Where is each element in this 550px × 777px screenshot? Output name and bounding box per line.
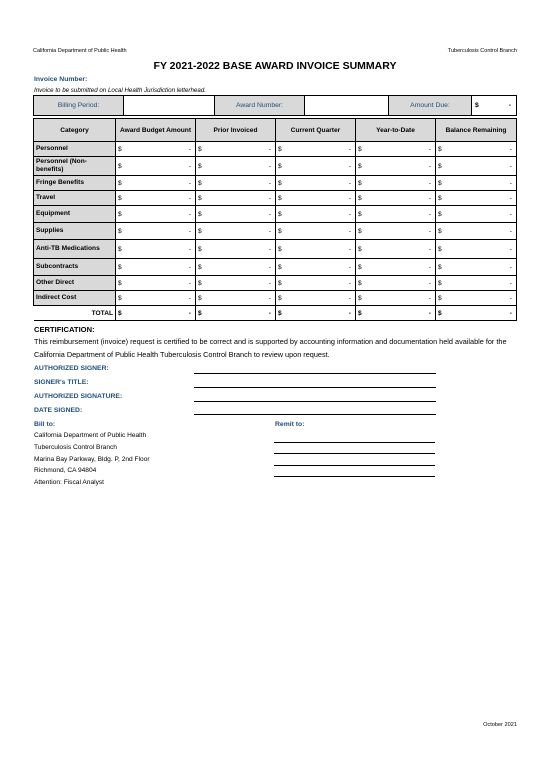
amount-value: - — [428, 145, 431, 153]
amount-value: - — [509, 179, 512, 187]
amount-value: - — [188, 227, 191, 235]
amount-value: - — [268, 309, 271, 317]
currency-symbol: $ — [198, 210, 202, 218]
amount-cell[interactable] — [356, 223, 436, 240]
amount-cell[interactable] — [116, 176, 196, 191]
amount-due-label: Amount Due: — [389, 96, 472, 116]
amount-value: - — [509, 309, 512, 317]
signer-title-line[interactable] — [194, 387, 436, 388]
currency-symbol: $ — [278, 210, 282, 218]
amount-value: - — [509, 227, 512, 235]
amount-value: - — [268, 162, 271, 170]
category-cell: Travel — [34, 191, 116, 206]
currency-symbol: $ — [118, 245, 122, 253]
amount-cell[interactable] — [116, 306, 196, 321]
amount-cell[interactable] — [356, 176, 436, 191]
bill-to-line: Marina Bay Parkway, Bldg. P, 2nd Floor — [34, 456, 150, 463]
currency-symbol: $ — [358, 227, 362, 235]
amount-value: - — [509, 162, 512, 170]
currency-symbol: $ — [198, 294, 202, 302]
amount-cell[interactable] — [276, 206, 356, 223]
amount-value: - — [188, 162, 191, 170]
authorized-signature-label: AUTHORIZED SIGNATURE: — [34, 393, 123, 400]
certification-heading: CERTIFICATION: — [34, 325, 95, 334]
amount-cell[interactable] — [196, 306, 276, 321]
amount-cell[interactable] — [116, 157, 196, 176]
amount-cell[interactable] — [276, 306, 356, 321]
amount-cell[interactable] — [276, 223, 356, 240]
amount-value: - — [188, 263, 191, 271]
amount-value: - — [428, 227, 431, 235]
amount-value: - — [348, 245, 351, 253]
remit-to-line[interactable] — [274, 442, 435, 443]
amount-value: - — [348, 145, 351, 153]
currency-symbol: $ — [198, 245, 202, 253]
amount-cell[interactable] — [116, 276, 196, 291]
amount-cell[interactable] — [196, 276, 276, 291]
amount-cell[interactable] — [196, 206, 276, 223]
currency-symbol: $ — [118, 210, 122, 218]
authorized-signature-line[interactable] — [194, 401, 436, 402]
amount-cell[interactable] — [436, 157, 517, 176]
amount-due-value: - — [508, 102, 511, 109]
currency-symbol: $ — [198, 227, 202, 235]
amount-cell[interactable] — [196, 240, 276, 259]
amount-value: - — [268, 245, 271, 253]
amount-cell[interactable] — [196, 223, 276, 240]
amount-value: - — [188, 145, 191, 153]
amount-cell[interactable] — [276, 142, 356, 157]
table-row — [34, 176, 517, 191]
amount-cell[interactable] — [356, 191, 436, 206]
amount-value: - — [428, 279, 431, 287]
table-row — [34, 291, 517, 306]
table-row — [34, 223, 517, 240]
amount-cell[interactable] — [116, 142, 196, 157]
currency-symbol: $ — [278, 145, 282, 153]
bill-to-line: Attention: Fiscal Analyst — [34, 479, 105, 486]
amount-value: - — [268, 210, 271, 218]
currency-symbol: $ — [118, 162, 122, 170]
table-row — [34, 276, 517, 291]
currency-symbol: $ — [358, 309, 362, 317]
amount-value: - — [509, 245, 512, 253]
amount-cell[interactable] — [356, 276, 436, 291]
column-header: Balance Remaining — [436, 119, 517, 142]
currency-symbol: $ — [438, 245, 442, 253]
amount-cell[interactable] — [196, 176, 276, 191]
currency-symbol: $ — [118, 279, 122, 287]
amount-value: - — [428, 179, 431, 187]
amount-due-currency: $ — [475, 102, 479, 109]
amount-value: - — [268, 227, 271, 235]
amount-cell[interactable] — [436, 276, 517, 291]
amount-value: - — [188, 309, 191, 317]
currency-symbol: $ — [278, 227, 282, 235]
amount-due-field[interactable] — [472, 96, 517, 116]
amount-value: - — [188, 179, 191, 187]
amount-value: - — [509, 194, 512, 202]
currency-symbol: $ — [118, 194, 122, 202]
amount-value: - — [268, 145, 271, 153]
remit-to-line[interactable] — [274, 476, 435, 477]
amount-value: - — [509, 279, 512, 287]
amount-value: - — [509, 145, 512, 153]
category-cell: Personnel (Non-benefits) — [34, 157, 116, 176]
amount-cell[interactable] — [436, 306, 517, 321]
amount-cell[interactable] — [276, 240, 356, 259]
amount-cell[interactable] — [116, 259, 196, 276]
amount-cell[interactable] — [276, 157, 356, 176]
total-row — [34, 306, 517, 321]
amount-cell[interactable] — [436, 259, 517, 276]
amount-cell[interactable] — [356, 240, 436, 259]
currency-symbol: $ — [438, 145, 442, 153]
category-cell: Indirect Cost — [34, 291, 116, 306]
bill-to-line: Tuberculosis Control Branch — [34, 444, 117, 451]
date-signed-line[interactable] — [194, 414, 436, 415]
billing-period-field[interactable] — [124, 96, 215, 116]
amount-value: - — [268, 279, 271, 287]
certification-text: This reimbursement (invoice) request is certified to be correct and is supported by accounting information and documentation held available for the California Department of Public Health Tuberculosis Control Branch to review upon request. — [34, 337, 507, 359]
amount-cell[interactable] — [196, 157, 276, 176]
amount-value: - — [428, 210, 431, 218]
amount-cell[interactable] — [196, 291, 276, 306]
category-cell: Equipment — [34, 206, 116, 223]
amount-value: - — [348, 162, 351, 170]
currency-symbol: $ — [198, 279, 202, 287]
amount-value: - — [348, 263, 351, 271]
currency-symbol: $ — [198, 263, 202, 271]
amount-cell[interactable] — [356, 306, 436, 321]
currency-symbol: $ — [358, 145, 362, 153]
table-row — [34, 157, 517, 176]
bill-to-heading: Bill to: — [34, 421, 56, 428]
currency-symbol: $ — [438, 294, 442, 302]
currency-symbol: $ — [438, 210, 442, 218]
table-row — [34, 191, 517, 206]
currency-symbol: $ — [278, 245, 282, 253]
amount-cell[interactable] — [436, 206, 517, 223]
category-cell: Subcontracts — [34, 259, 116, 276]
currency-symbol: $ — [278, 179, 282, 187]
currency-symbol: $ — [118, 227, 122, 235]
award-number-label: Award Number: — [215, 96, 305, 116]
currency-symbol: $ — [198, 145, 202, 153]
table-row — [34, 206, 517, 223]
amount-value: - — [428, 294, 431, 302]
currency-symbol: $ — [198, 179, 202, 187]
currency-symbol: $ — [438, 194, 442, 202]
remit-to-line[interactable] — [274, 453, 435, 454]
total-label: TOTAL — [34, 306, 116, 321]
page-title: FY 2021-2022 BASE AWARD INVOICE SUMMARY — [153, 60, 397, 72]
currency-symbol: $ — [278, 162, 282, 170]
currency-symbol: $ — [358, 194, 362, 202]
amount-cell[interactable] — [276, 259, 356, 276]
amount-cell[interactable] — [116, 223, 196, 240]
amount-value: - — [268, 194, 271, 202]
amount-value: - — [348, 294, 351, 302]
amount-cell[interactable] — [356, 142, 436, 157]
amount-cell[interactable] — [436, 142, 517, 157]
currency-symbol: $ — [278, 279, 282, 287]
currency-symbol: $ — [278, 194, 282, 202]
footer-date: October 2021 — [483, 722, 517, 728]
amount-value: - — [428, 194, 431, 202]
amount-cell[interactable] — [276, 291, 356, 306]
currency-symbol: $ — [438, 162, 442, 170]
amount-value: - — [188, 279, 191, 287]
category-cell: Personnel — [34, 142, 116, 157]
amount-cell[interactable] — [116, 291, 196, 306]
billing-period-label: Billing Period: — [34, 96, 124, 116]
currency-symbol: $ — [358, 294, 362, 302]
amount-cell[interactable] — [116, 191, 196, 206]
amount-value: - — [188, 294, 191, 302]
category-cell: Fringe Benefits — [34, 176, 116, 191]
currency-symbol: $ — [278, 294, 282, 302]
amount-value: - — [509, 263, 512, 271]
authorized-signer-label: AUTHORIZED SIGNER: — [34, 365, 109, 372]
amount-cell[interactable] — [276, 191, 356, 206]
amount-cell[interactable] — [276, 176, 356, 191]
amount-value: - — [348, 210, 351, 218]
amount-cell[interactable] — [436, 291, 517, 306]
header-agency: California Department of Public Health — [33, 48, 127, 54]
amount-cell[interactable] — [196, 142, 276, 157]
column-header: Current Quarter — [276, 119, 356, 142]
amount-cell[interactable] — [116, 206, 196, 223]
remit-to-line[interactable] — [274, 465, 435, 466]
header-branch: Tuberculosis Control Branch — [447, 48, 517, 54]
currency-symbol: $ — [438, 263, 442, 271]
invoice-note: Invoice to be submitted on Local Health Jurisdiction letterhead. — [34, 87, 206, 94]
currency-symbol: $ — [438, 227, 442, 235]
signer-title-label: SIGNER's TITLE: — [34, 379, 89, 386]
amount-cell[interactable] — [196, 191, 276, 206]
amount-cell[interactable] — [436, 176, 517, 191]
currency-symbol: $ — [358, 245, 362, 253]
currency-symbol: $ — [358, 179, 362, 187]
amount-cell[interactable] — [436, 223, 517, 240]
bill-to-line: Richmond, CA 94804 — [34, 467, 97, 474]
currency-symbol: $ — [118, 145, 122, 153]
authorized-signer-line[interactable] — [194, 373, 436, 374]
currency-symbol: $ — [118, 309, 122, 317]
currency-symbol: $ — [118, 263, 122, 271]
budget-table — [33, 118, 517, 321]
currency-symbol: $ — [358, 263, 362, 271]
amount-value: - — [268, 263, 271, 271]
amount-value: - — [428, 162, 431, 170]
amount-value: - — [509, 294, 512, 302]
amount-value: - — [348, 194, 351, 202]
column-header: Category — [34, 119, 116, 142]
amount-cell[interactable] — [356, 157, 436, 176]
currency-symbol: $ — [198, 309, 202, 317]
award-number-field[interactable] — [305, 96, 389, 116]
invoice-number-label: Invoice Number: — [34, 76, 88, 83]
remit-to-heading: Remit to: — [275, 421, 305, 428]
currency-symbol: $ — [198, 162, 202, 170]
category-cell: Other Direct — [34, 276, 116, 291]
amount-value: - — [428, 245, 431, 253]
currency-symbol: $ — [118, 179, 122, 187]
currency-symbol: $ — [358, 210, 362, 218]
table-row — [34, 142, 517, 157]
amount-value: - — [428, 309, 431, 317]
amount-value: - — [188, 210, 191, 218]
currency-symbol: $ — [438, 309, 442, 317]
amount-value: - — [268, 294, 271, 302]
date-signed-label: DATE SIGNED: — [34, 407, 83, 414]
currency-symbol: $ — [198, 194, 202, 202]
amount-value: - — [348, 309, 351, 317]
amount-value: - — [509, 210, 512, 218]
amount-cell[interactable] — [436, 240, 517, 259]
amount-cell[interactable] — [276, 276, 356, 291]
column-header: Prior Invoiced — [196, 119, 276, 142]
amount-value: - — [188, 245, 191, 253]
amount-cell[interactable] — [436, 191, 517, 206]
currency-symbol: $ — [278, 263, 282, 271]
currency-symbol: $ — [118, 294, 122, 302]
category-cell: Supplies — [34, 223, 116, 240]
column-header: Year-to-Date — [356, 119, 436, 142]
currency-symbol: $ — [278, 309, 282, 317]
amount-cell[interactable] — [196, 259, 276, 276]
amount-value: - — [268, 179, 271, 187]
amount-cell[interactable] — [356, 291, 436, 306]
amount-value: - — [348, 179, 351, 187]
table-row — [34, 259, 517, 276]
column-header: Award Budget Amount — [116, 119, 196, 142]
category-cell: Anti-TB Medications — [34, 240, 116, 259]
currency-symbol: $ — [438, 279, 442, 287]
amount-value: - — [188, 194, 191, 202]
bill-to-line: California Department of Public Health — [34, 432, 147, 439]
amount-value: - — [428, 263, 431, 271]
currency-symbol: $ — [358, 279, 362, 287]
billing-summary-table — [33, 95, 517, 116]
currency-symbol: $ — [438, 179, 442, 187]
amount-cell[interactable] — [356, 206, 436, 223]
amount-value: - — [348, 227, 351, 235]
amount-cell[interactable] — [116, 240, 196, 259]
table-row — [34, 240, 517, 259]
amount-value: - — [348, 279, 351, 287]
currency-symbol: $ — [358, 162, 362, 170]
amount-cell[interactable] — [356, 259, 436, 276]
